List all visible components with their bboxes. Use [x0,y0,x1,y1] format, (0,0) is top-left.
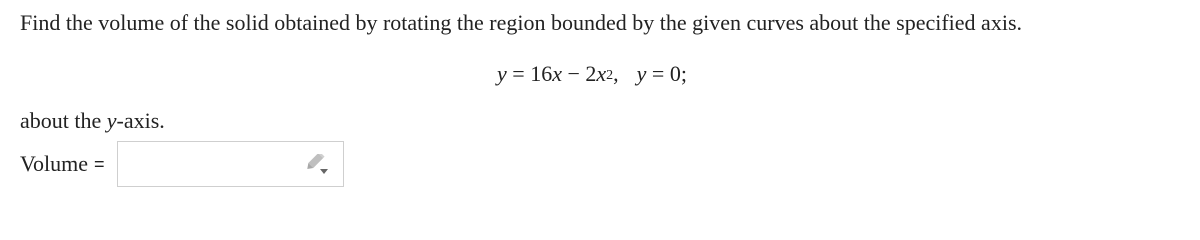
volume-equals: = [94,153,105,174]
equation-zero: 0 [669,61,681,86]
equation-coefficient-2: 2 [585,61,597,86]
equation-y-var-2: y [636,61,647,86]
equation: y = 16 x − 2 x $^2$ , y = 0 ; [497,61,687,86]
volume-label: Volume [20,151,89,176]
equation-end: ; [680,61,687,86]
axis-instruction [20,108,165,134]
question-text: Find the volume of the solid obtained by rotating the region bounded by the given curves about the specified axis. [20,10,1022,35]
equation-y-var: y [497,61,507,86]
pencil-icon[interactable] [303,154,329,176]
equation-equals-2: = [646,61,670,86]
axis-var: y [106,108,117,133]
equation-equals: = [506,61,531,86]
volume-input[interactable] [118,142,304,186]
equation-separator: , [613,61,619,86]
axis-suffix: -axis. [116,108,165,133]
axis-prefix: about the [20,108,107,133]
equation-coefficient-16: 16 [530,61,553,86]
equation-x-var-squared: x [596,61,607,86]
answer-row [20,140,344,188]
equation-x-var: x [552,61,562,86]
equation-minus: − [561,61,586,86]
volume-answer-box[interactable] [117,141,344,187]
